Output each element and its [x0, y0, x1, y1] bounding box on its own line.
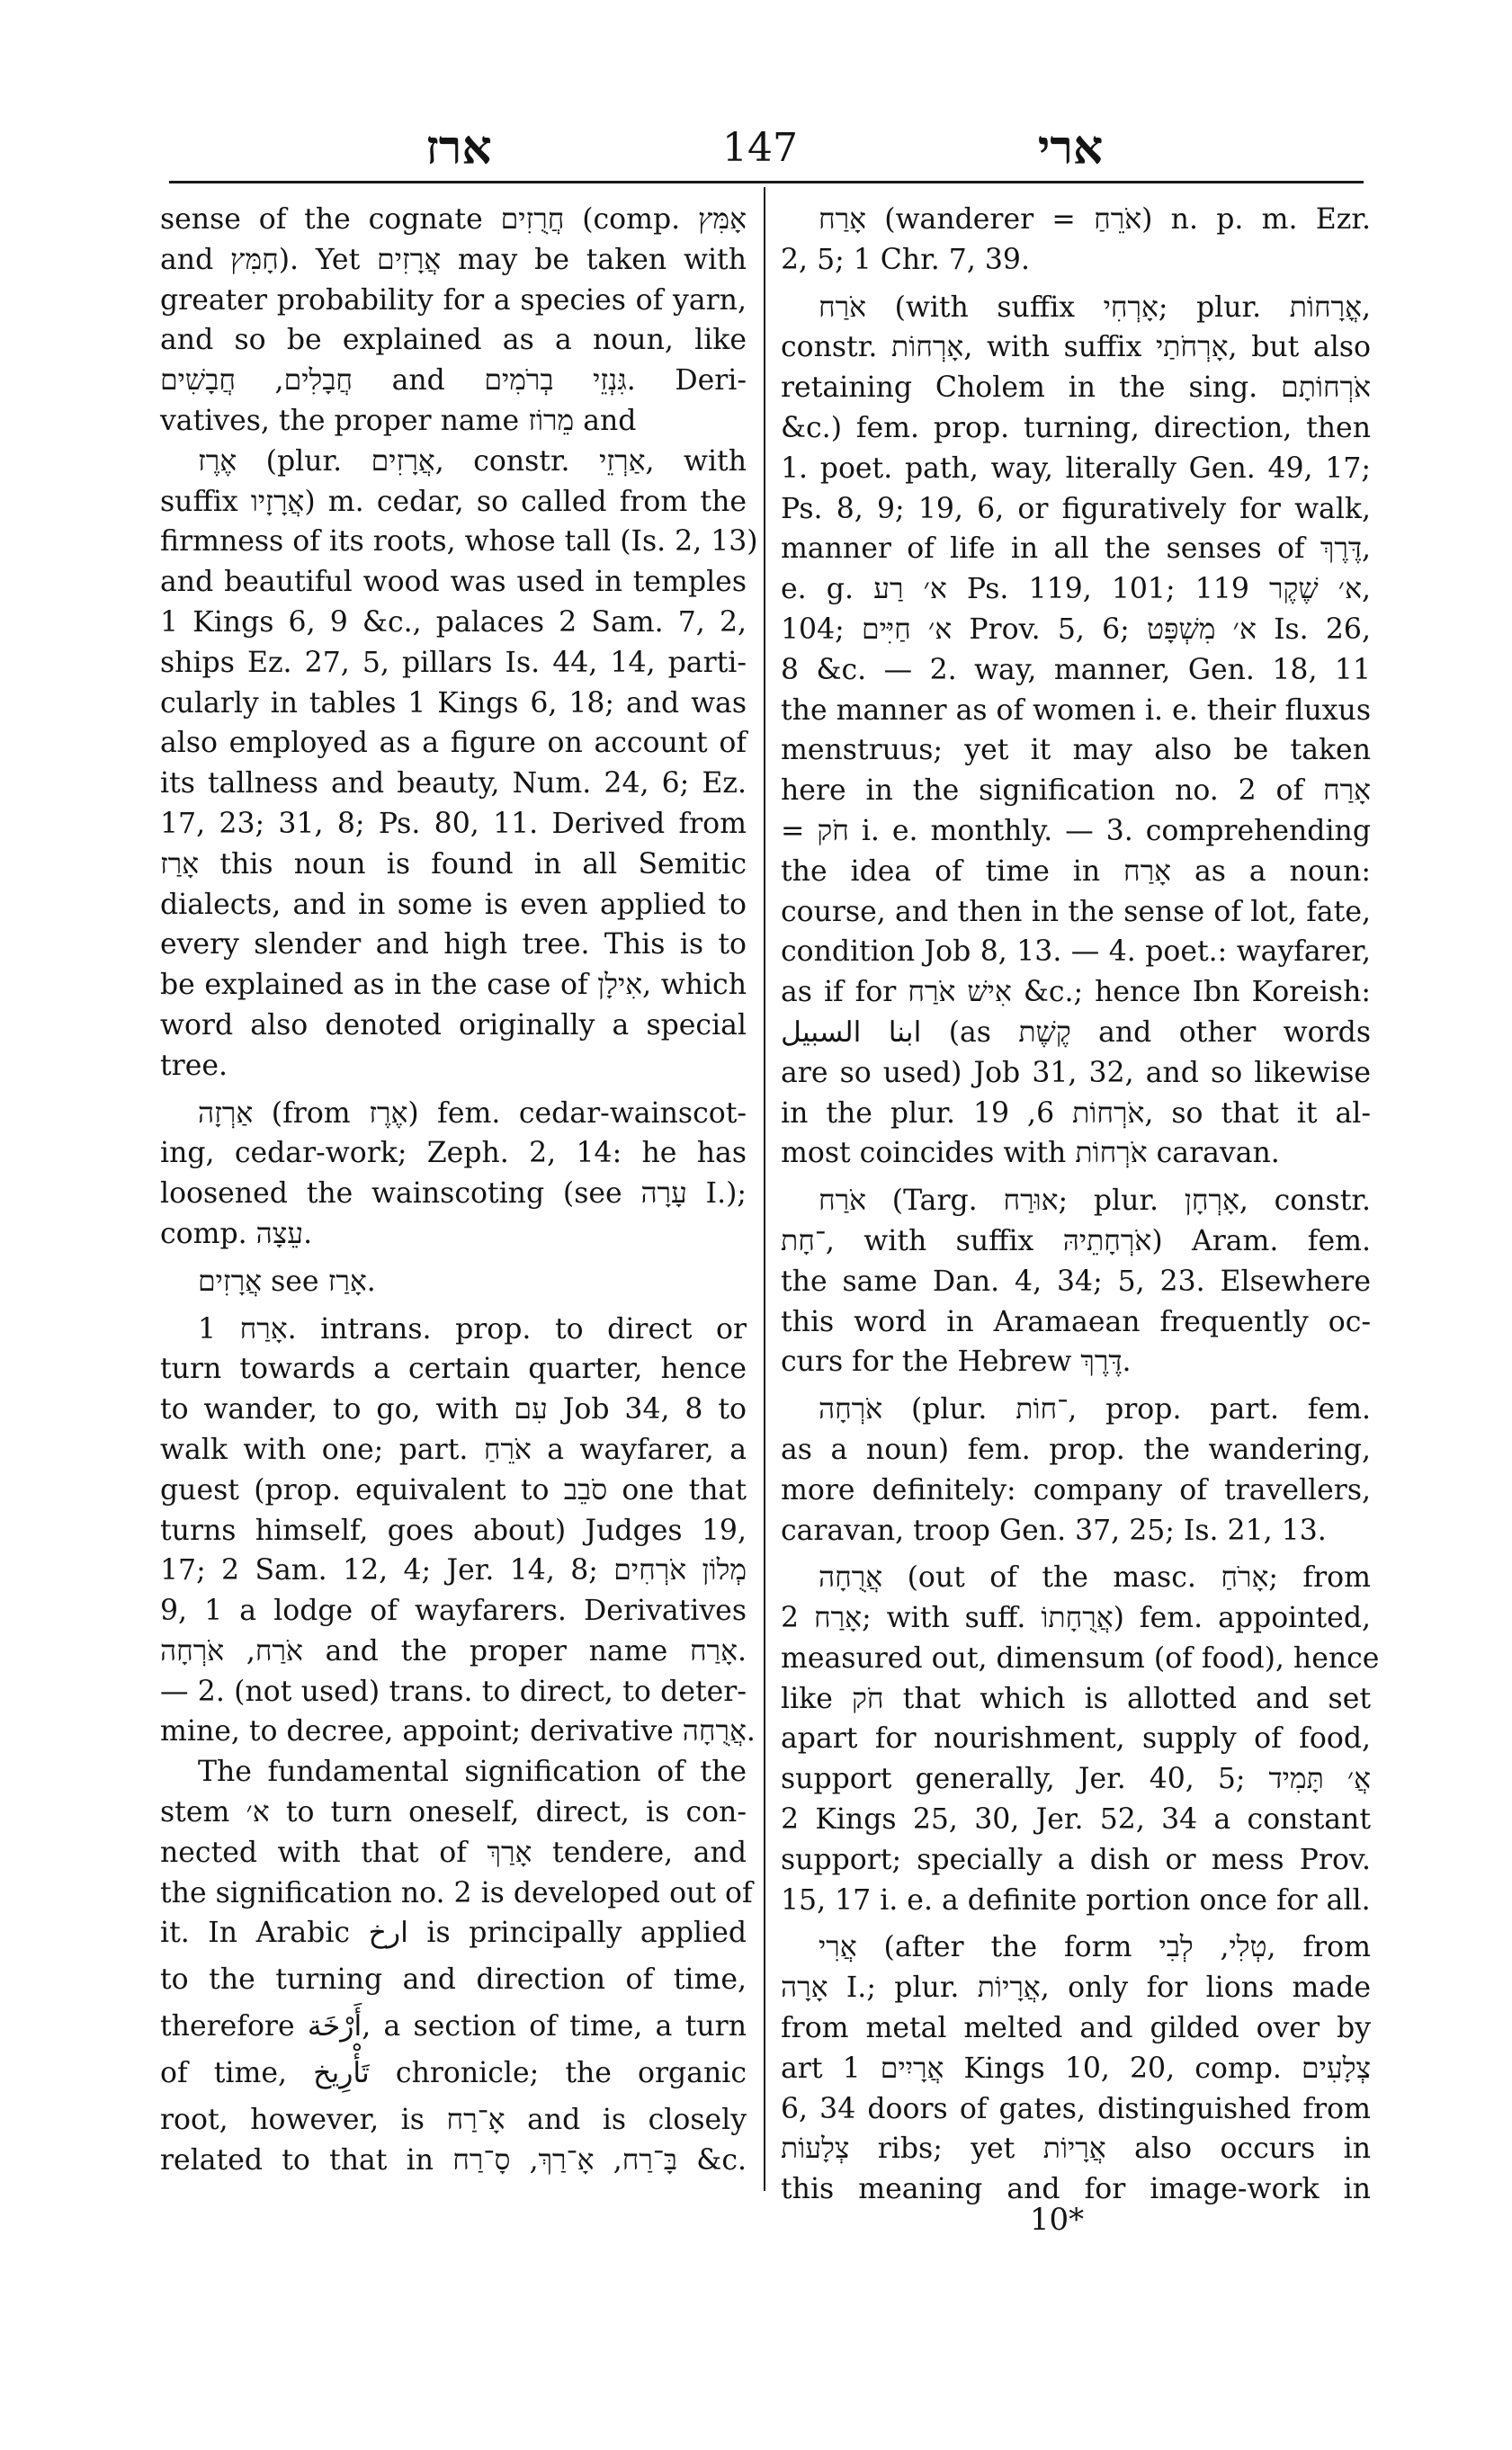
- text-line: ships Ez. 27, 5, pillars Is. 44, 14, parti-: [160, 646, 747, 679]
- entry-line: אֹרְחָה (plur. ־חוֹת, prop. part. fem.: [819, 1393, 1371, 1426]
- text-line: 1. poet. path, way, literally Gen. 49, 17;: [781, 452, 1371, 485]
- text-line: אָרַז this noun is found in all Semitic: [160, 847, 747, 881]
- text-line: condition Job 8, 13. — 4. poet.: wayfarer,: [781, 935, 1371, 969]
- text-line: mine, to decree, appoint; derivative אֲרֻחָה.: [160, 1715, 756, 1748]
- entry-line: אֲרָזִים see אָרַז.: [198, 1265, 376, 1298]
- text-line: cularly in tables 1 Kings 6, 18; and was: [160, 686, 747, 720]
- text-line: and beautiful wood was used in temples: [160, 566, 747, 599]
- text-line: as if for אִישׁ אֹרַח &c.; hence Ibn Koreish:: [781, 976, 1371, 1009]
- text-line: ־חָת, with suffix אֹרְחָתֵיהּ) Aram. fem.: [781, 1224, 1371, 1257]
- text-line: אָרָה I.; plur. אֲרָיוֹת, only for lions made: [781, 1972, 1371, 2005]
- entry-line: אָרַח 1. intrans. prop. to direct or: [198, 1312, 747, 1346]
- text-line: manner of life in all the senses of דֶּרֶךְ,: [781, 532, 1371, 566]
- text-line: ing, cedar-work; Zeph. 2, 14: he has: [160, 1137, 747, 1170]
- text-line: walk with one; part. אֹרֵחַ a wayfarer, a: [160, 1433, 747, 1466]
- text-line: ابنا السبيل (as קֶשֶׁת and other words: [781, 1015, 1371, 1049]
- column-divider: [764, 187, 765, 2191]
- text-line: course, and then in the sense of lot, fate,: [781, 895, 1371, 928]
- text-line: this word in Aramaean frequently oc-: [781, 1305, 1371, 1338]
- paragraph-line: The fundamental signification of the: [198, 1756, 747, 1789]
- text-line: constr. אָרְחוֹת, with suffix אָרְחֹתַי, but also: [781, 331, 1371, 364]
- text-line: vatives, the proper name מֵרוֹז and: [160, 404, 637, 437]
- text-line: comp. עֵצָה.: [160, 1217, 313, 1250]
- text-line: 17, 23; 31, 8; Ps. 80, 11. Derived from: [160, 807, 747, 840]
- text-line: of time, تَأْرِيخ chronicle; the organic: [160, 2057, 747, 2090]
- entry-line: אַרְזָה (from אֶרֶז) fem. cedar-wainscot-: [198, 1096, 747, 1130]
- signature-mark: 10*: [1029, 2202, 1085, 2238]
- entry-line: אָרַח (wanderer = אֹרֵחַ) n. p. m. Ezr.: [819, 203, 1371, 236]
- text-line: guest (prop. equivalent to סֹבֵב one that: [160, 1473, 747, 1507]
- text-line: אָרַח 2; with suff. אֲרֻחָתוֹ) fem. appointed,: [781, 1602, 1371, 1635]
- text-line: menstruus; yet it may also be taken: [781, 734, 1371, 767]
- text-line: 1 Kings 6, 9 &c., palaces 2 Sam. 7, 2,: [160, 605, 747, 639]
- entry-line: אֹרַח (with suffix אָרְחִי; plur. אֳרָחוֹת,: [819, 291, 1372, 324]
- text-line: it. In Arabic ارخ is principally applied: [160, 1917, 747, 1950]
- text-line: support generally, Jer. 40, 5; אֲ׳ תָּמִיד: [781, 1763, 1371, 1796]
- text-line: 2, 5; 1 Chr. 7, 39.: [781, 243, 1030, 276]
- text-line: stem א׳ to turn oneself, direct, is con-: [160, 1796, 747, 1829]
- text-line: be explained as in the case of אִילָן, which: [160, 969, 747, 1002]
- text-line: apart for nourishment, supply of food,: [781, 1722, 1371, 1756]
- text-line: the idea of time in אָרַח as a noun:: [781, 854, 1371, 888]
- text-line: also employed as a figure on account of: [160, 727, 747, 760]
- entry-line: אֹרַח (Targ. אוּרַח; plur. אָרְחָן, constr.: [819, 1185, 1371, 1218]
- text-line: are so used) Job 31, 32, and so likewise: [781, 1056, 1371, 1089]
- text-line: 17; 2 Sam. 12, 4; Jer. 14, 8; מְלוֹן אֹרְחִים: [160, 1554, 747, 1587]
- text-line: retaining Cholem in the sing. אֹרְחוֹתָם: [781, 371, 1371, 405]
- text-line: 8 &c. — 2. way, manner, Gen. 18, 11: [781, 653, 1371, 686]
- text-line: the signification no. 2 is developed out of: [160, 1876, 753, 1909]
- text-line: — 2. (not used) trans. to direct, to deter-: [160, 1675, 747, 1708]
- text-line: the same Dan. 4, 34; 5, 23. Elsewhere: [781, 1265, 1371, 1298]
- text-line: אֹרַח, אֹרְחָה and the proper name אָרַח.: [160, 1634, 747, 1668]
- left-column: [160, 200, 758, 2181]
- right-column: [781, 200, 1380, 2210]
- text-line: turns himself, goes about) Judges 19,: [160, 1514, 747, 1547]
- text-line: here in the signification no. 2 of אָרַח: [781, 774, 1371, 808]
- text-line: related to that in בָּ־רַח, אָ־רַךְ, סָ־רַח &c.: [160, 2144, 747, 2177]
- text-line: measured out, dimensum (of food), hence: [781, 1641, 1380, 1675]
- text-line: nected with that of אָרַךְ tendere, and: [160, 1836, 747, 1869]
- text-line: root, however, is אָ־רַח and is closely: [160, 2104, 747, 2137]
- text-line: art אֲרָיִים 1 Kings 10, 20, comp. צְלָעִים: [781, 2052, 1371, 2085]
- text-line: to the turning and direction of time,: [160, 1963, 747, 1997]
- text-line: and so be explained as a noun, like: [160, 324, 747, 357]
- text-line: from metal melted and gilded over by: [781, 2012, 1371, 2045]
- text-line: suffix אֲרָזָיו) m. cedar, so called from the: [160, 485, 747, 518]
- text-line: e. g. א׳ רַע Ps. 119, 101; א׳ שֶׁקֶר 119,: [781, 573, 1371, 606]
- text-line: dialects, and in some is even applied to: [160, 888, 747, 921]
- text-line: like חֹק that which is allotted and set: [781, 1682, 1371, 1715]
- text-line: greater probability for a species of yarn,: [160, 283, 747, 317]
- text-line: as a noun) fem. prop. the wandering,: [781, 1433, 1371, 1466]
- entry-line: אֶרֶז (plur. אֲרָזִים, constr. אַרְזֵי, with: [198, 444, 747, 478]
- text-line: firmness of its roots, whose tall (Is. 2, 13): [160, 525, 758, 559]
- text-line: every slender and high tree. This is to: [160, 928, 747, 961]
- text-line: caravan, troop Gen. 37, 25; Is. 21, 13.: [781, 1514, 1327, 1547]
- page-number: 147: [722, 125, 798, 171]
- text-line: the manner as of women i. e. their fluxus: [781, 693, 1371, 727]
- text-line: this meaning and for image-work in: [781, 2173, 1371, 2206]
- text-line: most coincides with אֹרְחוֹת caravan.: [781, 1137, 1280, 1170]
- text-line: 9, 1 a lodge of wayfarers. Derivatives: [160, 1595, 747, 1628]
- text-line: its tallness and beauty, Num. 24, 6; Ez.: [160, 767, 747, 800]
- running-head-right: ארי: [1037, 121, 1104, 175]
- entry-line: אֲרִי (after the form טְלִי, לְבִי, from: [819, 1931, 1372, 1964]
- text-line: turn towards a certain quarter, hence: [160, 1353, 747, 1386]
- text-line: therefore أَرْخَة, a section of time, a turn: [160, 2010, 747, 2043]
- text-line: &c.) fem. prop. turning, direction, then: [781, 411, 1371, 444]
- text-line: to wander, to go, with עִם Job 34, 8 to: [160, 1393, 747, 1426]
- header-rule: [169, 181, 1364, 183]
- text-line: tree.: [160, 1049, 228, 1082]
- text-line: more definitely: company of travellers,: [781, 1473, 1371, 1507]
- text-line: curs for the Hebrew דֶּרֶךְ.: [781, 1346, 1132, 1379]
- text-line: = חֹק i. e. monthly. — 3. comprehending: [781, 814, 1371, 847]
- text-line: 6, 34 doors of gates, distinguished from: [781, 2092, 1371, 2125]
- text-line: and חָמִּץ). Yet אֲרָזִים may be taken with: [160, 243, 747, 276]
- text-line: word also denoted originally a special: [160, 1008, 747, 1042]
- text-line: Ps. 8, 9; 19, 6, or figuratively for walk,: [781, 492, 1371, 525]
- text-line: sense of the cognate חֲרֻזִים (comp. אָמִּץ: [160, 203, 747, 236]
- text-line: support; specially a dish or mess Prov.: [781, 1843, 1371, 1876]
- text-line: 15, 17 i. e. a definite portion once for all.: [781, 1883, 1371, 1917]
- text-line: loosened the wainscoting (see עָרָה I.);: [160, 1177, 747, 1211]
- text-line: in the plur. אֹרְחוֹת 6, 19, so that it al-: [781, 1096, 1371, 1130]
- text-line: חֲבָלִים, חֲבָשִׁים and גִּנְזֵי בְרֹמִים. Deri-: [160, 364, 747, 398]
- entry-line: אֲרֻחָה (out of the masc. אָרֹחַ; from: [819, 1561, 1371, 1595]
- text-line: צְלָעוֹת ribs; yet אֲרָיוֹת also occurs in: [781, 2133, 1371, 2166]
- text-line: 2 Kings 25, 30, Jer. 52, 34 a constant: [781, 1803, 1371, 1837]
- running-head-left: ארז: [425, 121, 492, 175]
- text-line: 104; א׳ חַיִּים Prov. 5, 6; א׳ מִשְׁפָּט Is. 26,: [781, 612, 1371, 646]
